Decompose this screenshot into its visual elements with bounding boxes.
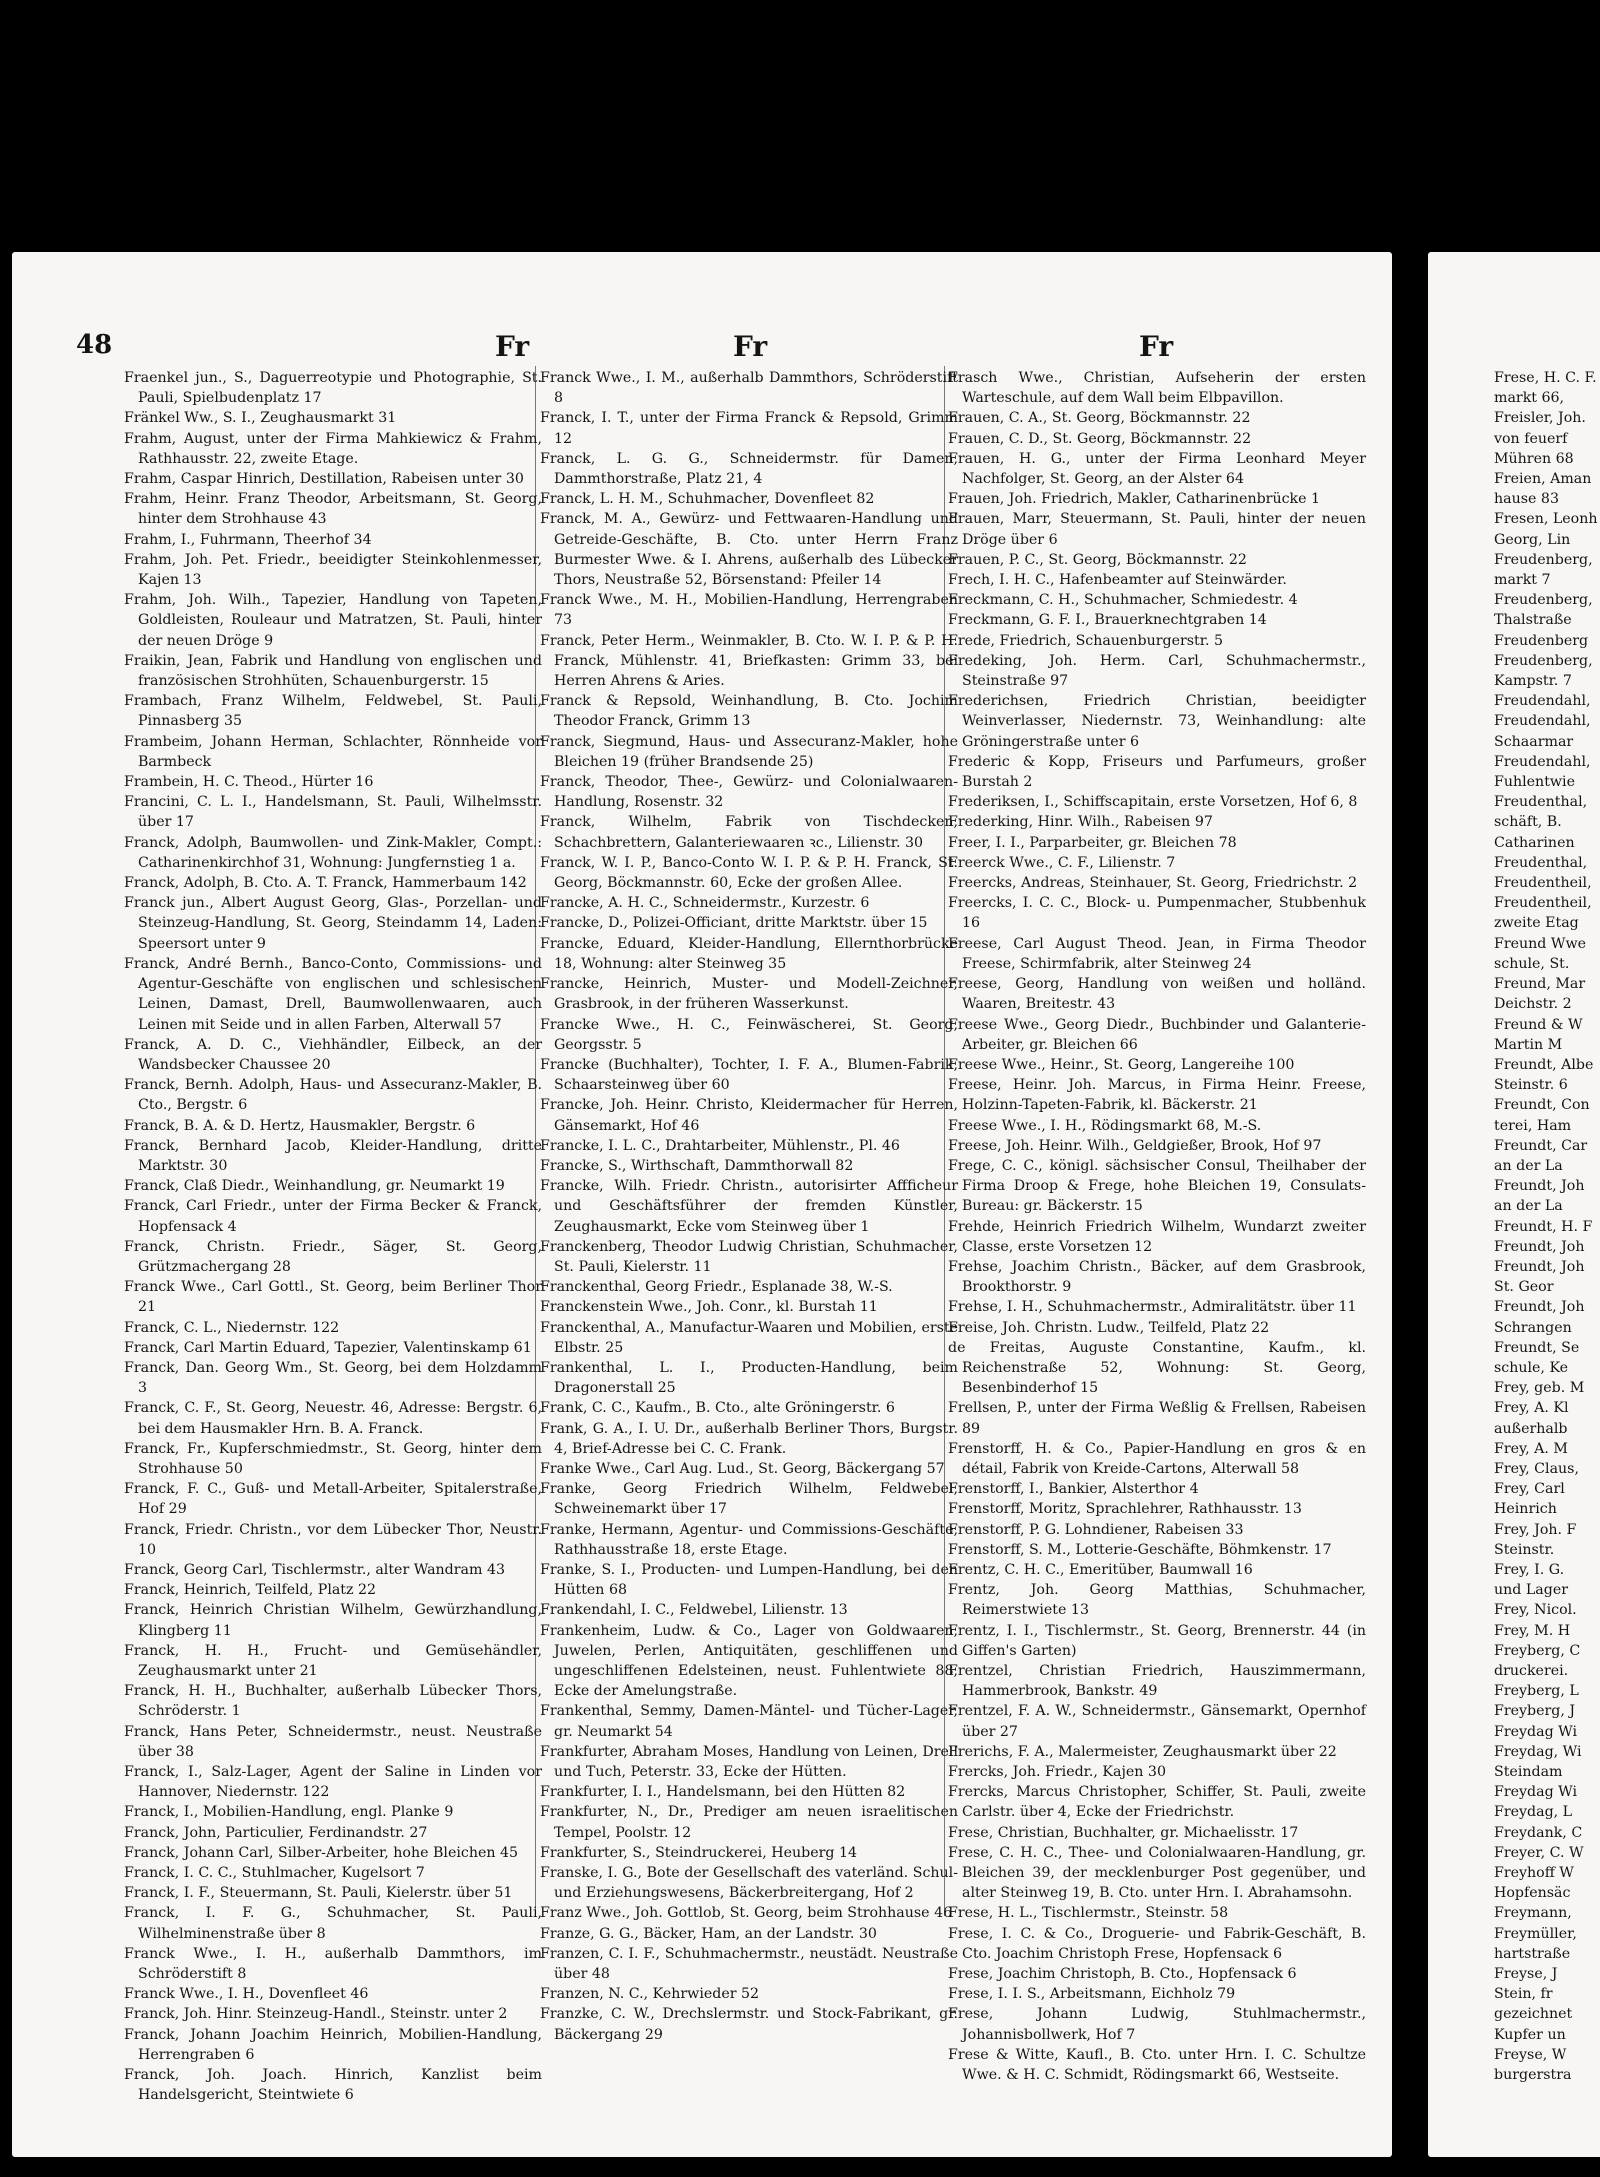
column-header-3: Fr — [1139, 330, 1174, 363]
directory-entry: Fuhlentwie — [1494, 774, 1575, 791]
page-gutter — [1392, 252, 1428, 2157]
directory-entry: Frederichsen, Friedrich Christian, beeidigter Weinverlasser, Niedernstr. 73, Weinhandlung: alte Gröningerstraße unter 6 — [948, 693, 1366, 750]
directory-entry: Thalstraße — [1494, 612, 1572, 629]
directory-entry: terei, Ham — [1494, 1117, 1572, 1134]
directory-entry: Fresen, Leonh — [1494, 511, 1598, 528]
directory-entry: Frey, Claus, — [1494, 1460, 1579, 1477]
directory-entry: Freise, Joh. Christn. Ludw., Teilfeld, Platz 22 — [948, 1319, 1270, 1336]
directory-entry: Franke Wwe., Carl Aug. Lud., St. Georg, Bäckergang 57 — [540, 1460, 945, 1477]
directory-column-3 — [948, 368, 1366, 2085]
directory-entry: Freckmann, C. H., Schuhmacher, Schmiedestr. 4 — [948, 592, 1298, 609]
directory-entry: schule, Ke — [1494, 1359, 1569, 1376]
directory-entry: Freundt, Joh — [1494, 1178, 1585, 1195]
directory-entry: Franck, C. L., Niedernstr. 122 — [124, 1319, 340, 1336]
directory-entry: Freund, Mar — [1494, 976, 1586, 993]
directory-entry: Francke, Heinrich, Muster- und Modell-Zeichner, Grasbrook, in der früheren Wasserkunst. — [540, 976, 958, 1013]
directory-entry: Franck, Heinrich Christian Wilhelm, Gewürzhandlung, Klingberg 11 — [124, 1602, 542, 1639]
directory-entry: Franz Wwe., Joh. Gottlob, St. Georg, beim Strohhause 46 — [540, 1905, 953, 1922]
directory-entry: Franck, Bernh. Adolph, Haus- und Assecuranz-Makler, B. Cto., Bergstr. 6 — [124, 1077, 542, 1114]
directory-entry: Freydag, Wi — [1494, 1743, 1582, 1760]
directory-entry: Frede, Friedrich, Schauenburgerstr. 5 — [948, 632, 1224, 649]
directory-entry: Freudenberg, — [1494, 592, 1593, 609]
directory-entry: Freyhoff W — [1494, 1865, 1574, 1882]
directory-entry: Freydag Wi — [1494, 1723, 1578, 1740]
directory-entry: Frankenthal, Semmy, Damen-Mäntel- und Tücher-Lager, gr. Neumarkt 54 — [540, 1703, 958, 1740]
directory-entry: Fränkel Ww., S. I., Zeughausmarkt 31 — [124, 410, 397, 427]
directory-entry: Frellsen, P., unter der Firma Weßlig & Frellsen, Rabeisen 89 — [948, 1400, 1366, 1437]
directory-entry: Frankfurter, N., Dr., Prediger am neuen israelitischen Tempel, Poolstr. 12 — [540, 1804, 958, 1841]
directory-entry: Franck, H. H., Buchhalter, außerhalb Lübecker Thors, Schröderstr. 1 — [124, 1683, 542, 1720]
directory-entry: Martin M — [1494, 1036, 1563, 1053]
directory-entry: Franck & Repsold, Weinhandlung, B. Cto. Jochim Theodor Franck, Grimm 13 — [540, 693, 958, 730]
directory-entry: Freese Wwe., Georg Diedr., Buchbinder und Galanterie-Arbeiter, gr. Bleichen 66 — [948, 1016, 1366, 1053]
directory-entry: Georg, Lin — [1494, 531, 1571, 548]
directory-entry: Freese Wwe., Heinr., St. Georg, Langereihe 100 — [948, 1056, 1295, 1073]
directory-entry: Franck, L. G. G., Schneidermstr. für Damen, Dammthorstraße, Platz 21, 4 — [540, 450, 958, 488]
directory-entry: Freundt, Joh — [1494, 1299, 1585, 1316]
directory-entry: Freisler, Joh. — [1494, 410, 1586, 427]
directory-entry: Frese, Christian, Buchhalter, gr. Michaelisstr. 17 — [948, 1824, 1299, 1841]
directory-entry: Frenstorff, S. M., Lotterie-Geschäfte, Böhmkenstr. 17 — [948, 1541, 1332, 1558]
directory-entry: Freundt, Joh — [1494, 1258, 1585, 1275]
directory-entry: von feuerf — [1494, 430, 1568, 447]
directory-entry: außerhalb — [1494, 1420, 1568, 1437]
directory-entry: Freudenthal, — [1494, 854, 1588, 871]
directory-entry: Franck, Peter Herm., Weinmakler, B. Cto. W. I. P. & P. H. Franck, Mühlenstr. 41, Briefkasten: Grimm 33, bei Herren Ahrens & Aries. — [540, 632, 958, 690]
directory-entry: Frey, geb. M — [1494, 1380, 1585, 1397]
directory-entry: Frankfurter, I. I., Handelsmann, bei den Hütten 82 — [540, 1784, 906, 1801]
directory-entry: Freudenberg, — [1494, 652, 1593, 669]
directory-entry: Freien, Aman — [1494, 471, 1592, 488]
directory-entry: Fredeking, Joh. Herm. Carl, Schuhmachermstr., Steinstraße 97 — [948, 652, 1366, 690]
directory-entry: schäft, B. — [1494, 814, 1562, 831]
directory-entry: Frege, C. C., königl. sächsischer Consul, Theilhaber der Firma Droop & Frege, hohe Bleichen 19, Consulats-Bureau: gr. Bäckerstr. 15 — [948, 1157, 1366, 1215]
directory-entry: Frey, Joh. F — [1494, 1521, 1577, 1538]
directory-entry: Frenstorff, H. & Co., Papier-Handlung en gros & en détail, Fabrik von Kreide-Cartons, Alterwall 58 — [948, 1440, 1366, 1477]
directory-entry: Frentz, I. I., Tischlermstr., St. Georg, Brennerstr. 44 (in Giffen's Garten) — [948, 1622, 1366, 1659]
directory-entry: Franckenstein Wwe., Joh. Conr., kl. Burstah 11 — [540, 1299, 878, 1316]
directory-entry: Francke, A. H. C., Schneidermstr., Kurzestr. 6 — [540, 895, 870, 912]
directory-entry: Frese, Johann Ludwig, Stuhlmachermstr., Johannisbollwerk, Hof 7 — [948, 2006, 1366, 2043]
directory-entry: Frehse, Joachim Christn., Bäcker, auf dem Grasbrook, Brookthorstr. 9 — [948, 1258, 1366, 1296]
directory-entry: Franck, Johann Carl, Silber-Arbeiter, hohe Bleichen 45 — [124, 1844, 519, 1861]
directory-entry: Frese, I. C. & Co., Droguerie- und Fabrik-Geschäft, B. Cto. Joachim Christoph Frese, Hopfensack 6 — [948, 1925, 1366, 1962]
directory-entry: Franck, Joh. Hinr. Steinzeug-Handl., Steinstr. unter 2 — [124, 2006, 508, 2023]
directory-entry: Francke, Wilh. Friedr. Christn., autorisirter Affficheur und Geschäftsführer der fremden Künstler, Zeughausmarkt, Ecke vom Steinweg über 1 — [540, 1178, 958, 1235]
directory-entry: Freyse, W — [1494, 2046, 1567, 2063]
directory-entry: Steindam — [1494, 1764, 1563, 1781]
directory-entry: Freudendahl, — [1494, 753, 1591, 770]
directory-entry: Franck, H. H., Frucht- und Gemüsehändler, Zeughausmarkt unter 21 — [124, 1642, 542, 1679]
directory-entry: Deichstr. 2 — [1494, 996, 1572, 1013]
directory-entry: Freercks, Andreas, Steinhauer, St. Georg, Friedrichstr. 2 — [948, 875, 1358, 892]
directory-entry: druckerei. — [1494, 1663, 1569, 1679]
directory-entry: Stein, fr — [1494, 1986, 1553, 2003]
directory-entry: Franck, I., Salz-Lager, Agent der Saline in Linden vor Hannover, Niedernstr. 122 — [124, 1764, 542, 1801]
directory-entry: Franck, Friedr. Christn., vor dem Lübecker Thor, Neustr. 10 — [124, 1521, 542, 1558]
directory-entry: und Lager — [1494, 1582, 1569, 1599]
directory-entry: Frauen, C. A., St. Georg, Böckmannstr. 22 — [948, 410, 1251, 427]
directory-column-4-partial — [1494, 368, 1600, 2085]
directory-entry: Freydank, C — [1494, 1824, 1583, 1841]
directory-entry: Heinrich — [1494, 1501, 1557, 1518]
directory-entry: Francke, D., Polizei-Officiant, dritte Marktstr. über 15 — [540, 915, 928, 932]
directory-entry: Franck, Fr., Kupferschmiedmstr., St. Georg, hinter dem Strohhause 50 — [124, 1440, 542, 1477]
directory-entry: Freymüller, — [1494, 1925, 1577, 1942]
directory-entry: Franckenthal, A., Manufactur-Waaren und Mobilien, erste Elbstr. 25 — [540, 1319, 958, 1356]
directory-entry: Catharinen — [1494, 834, 1575, 851]
directory-entry: Freydag, L — [1494, 1804, 1573, 1821]
directory-entry: an der La — [1494, 1157, 1563, 1174]
directory-entry: Franck, Georg Carl, Tischlermstr., alter Wandram 43 — [124, 1561, 506, 1578]
directory-entry: Frauen, P. C., St. Georg, Böckmannstr. 22 — [948, 551, 1247, 568]
directory-entry: Franck, Carl Friedr., unter der Firma Becker & Franck, Hopfensack 4 — [124, 1198, 542, 1235]
directory-entry: Frerichs, F. A., Malermeister, Zeughausmarkt über 22 — [948, 1743, 1337, 1760]
directory-entry: Franke, S. I., Producten- und Lumpen-Handlung, bei den Hütten 68 — [540, 1561, 958, 1599]
directory-entry: Franck, F. C., Guß- und Metall-Arbeiter, Spitalerstraße, Hof 29 — [124, 1481, 542, 1518]
directory-entry: Frese, C. H. C., Thee- und Colonialwaaren-Handlung, gr. Bleichen 39, der mecklenburger Post gegenüber, und alter Steinweg 19, B. Cto. unter Hrn. I. Abrahamsohn. — [948, 1844, 1366, 1902]
directory-entry: Franck Wwe., Carl Gottl., St. Georg, beim Berliner Thor 21 — [124, 1279, 542, 1316]
directory-entry: de Freitas, Auguste Constantine, Kaufm., kl. Reichenstraße 52, Wohnung: St. Georg, Besenbinderhof 15 — [948, 1339, 1366, 1397]
directory-entry: Freyberg, C — [1494, 1642, 1581, 1659]
directory-entry: Frahm, Heinr. Franz Theodor, Arbeitsmann, St. Georg, hinter dem Strohhause 43 — [124, 491, 542, 528]
directory-entry: Franske, I. G., Bote der Gesellschaft des vaterländ. Schul- und Erziehungswesens, Bäckerbreitergang, Hof 2 — [540, 1865, 958, 1902]
directory-entry: Freundt, Car — [1494, 1137, 1588, 1154]
directory-entry: Francke (Buchhalter), Tochter, I. F. A., Blumen-Fabrik, Schaarsteinweg über 60 — [540, 1056, 958, 1094]
directory-entry: Frentzel, Christian Friedrich, Hauszimmermann, Hammerbrook, Bankstr. 49 — [948, 1663, 1366, 1700]
directory-entry: Francke, S., Wirthschaft, Dammthorwall 82 — [540, 1157, 854, 1174]
directory-entry: Franck, I. T., unter der Firma Franck & Repsold, Grimm 12 — [540, 410, 958, 447]
directory-entry: Freudentheil, — [1494, 895, 1592, 912]
directory-entry: Franck, Johann Joachim Heinrich, Mobilien-Handlung, Herrengraben 6 — [124, 2026, 542, 2063]
directory-entry: Franck Wwe., I. M., außerhalb Dammthors, Schröderstift 8 — [540, 370, 958, 407]
directory-entry: Frey, Carl — [1494, 1481, 1565, 1498]
directory-entry: burgerstra — [1494, 2067, 1572, 2084]
directory-entry: Frankfurter, S., Steindruckerei, Heuberg 14 — [540, 1844, 858, 1861]
directory-entry: Franck, M. A., Gewürz- und Fettwaaren-Handlung und Getreide-Geschäfte, B. Cto. unter Herrn Franz Burmester Wwe. & I. Ahrens, außerhalb des Lübecker Thors, Neustraße 52, Börsenstand: Pfeiler 14 — [540, 511, 958, 589]
directory-entry: Frankenheim, Ludw. & Co., Lager von Goldwaaren, Juwelen, Perlen, Antiquitäten, geschliffenen und ungeschliffenen Edelsteinen, neust. Fuhlentwiete 88, Ecke der Amelungstraße. — [540, 1622, 958, 1700]
directory-entry: Frentz, C. H. C., Emeritüber, Baumwall 16 — [948, 1561, 1253, 1578]
directory-entry: Frehse, I. H., Schuhmachermstr., Admiralitätstr. über 11 — [948, 1299, 1357, 1316]
directory-entry: Francini, C. L. I., Handelsmann, St. Pauli, Wilhelmsstr. über 17 — [124, 794, 542, 831]
directory-entry: Frech, I. H. C., Hafenbeamter auf Steinwärder. — [948, 572, 1287, 589]
directory-entry: Franck, I., Mobilien-Handlung, engl. Planke 9 — [124, 1804, 454, 1821]
directory-entry: Steinstr. 6 — [1494, 1077, 1568, 1094]
directory-entry: Freercks, I. C. C., Block- u. Pumpenmacher, Stubbenhuk 16 — [948, 895, 1366, 932]
directory-entry: Kampstr. 7 — [1494, 673, 1572, 690]
directory-entry: Frambeim, Johann Herman, Schlachter, Rönnheide vor Barmbeck — [124, 733, 542, 770]
directory-entry: Frey, A. Kl — [1494, 1400, 1569, 1417]
directory-entry: Freydag Wi — [1494, 1784, 1578, 1801]
directory-entry: Frederiksen, I., Schiffscapitain, erste Vorsetzen, Hof 6, 8 — [948, 794, 1358, 811]
directory-entry: Freese, Heinr. Joh. Marcus, in Firma Heinr. Freese, Holzinn-Tapeten-Fabrik, kl. Bäckerstr. 21 — [948, 1077, 1366, 1114]
directory-entry: Franck, W. I. P., Banco-Conto W. I. P. & P. H. Franck, St. Georg, Böckmannstr. 60, Ecke der großen Allee. — [540, 854, 958, 892]
directory-entry: Frahm, I., Fuhrmann, Theerhof 34 — [124, 531, 372, 548]
directory-entry: Francke, Eduard, Kleider-Handlung, Ellernthorbrücke 18, Wohnung: alter Steinweg 35 — [540, 935, 958, 972]
directory-entry: Franck, I. F., Steuermann, St. Pauli, Kielerstr. über 51 — [124, 1885, 513, 1902]
directory-entry: Franck, Christn. Friedr., Säger, St. Georg, Grützmachergang 28 — [124, 1238, 542, 1275]
directory-entry: Frankfurter, Abraham Moses, Handlung von Leinen, Drell und Tuch, Peterstr. 33, Ecke der Hütten. — [540, 1743, 958, 1781]
directory-entry: Freckmann, G. F. I., Brauerknechtgraben 14 — [948, 612, 1267, 629]
directory-entry: Freyer, C. W — [1494, 1844, 1584, 1861]
directory-column-1 — [124, 368, 542, 2105]
directory-entry: Freundt, H. F — [1494, 1218, 1593, 1235]
directory-entry: Frahm, Caspar Hinrich, Destillation, Rabeisen unter 30 — [124, 471, 524, 488]
directory-entry: Freund & W — [1494, 1016, 1583, 1033]
directory-entry: Frey, A. M — [1494, 1440, 1568, 1457]
directory-entry: Frercks, Marcus Christopher, Schiffer, St. Pauli, zweite Carlstr. über 4, Ecke der Friedrichstr. — [948, 1784, 1366, 1821]
directory-entry: Freudenberg, — [1494, 551, 1593, 568]
directory-entry: Franke, Hermann, Agentur- und Commissions-Geschäfte, Rathhausstraße 18, erste Etage. — [540, 1521, 958, 1558]
directory-entry: markt 7 — [1494, 572, 1551, 589]
directory-entry: Steinstr. — [1494, 1541, 1555, 1558]
directory-entry: Franck, Claß Diedr., Weinhandlung, gr. Neumarkt 19 — [124, 1178, 505, 1195]
directory-column-2 — [540, 368, 958, 2045]
directory-entry: Franck, Bernhard Jacob, Kleider-Handlung, dritte Marktstr. 30 — [124, 1137, 542, 1174]
directory-entry: Franck, Adolph, B. Cto. A. T. Franck, Hammerbaum 142 — [124, 875, 527, 892]
directory-entry: Frauen, C. D., St. Georg, Böckmannstr. 22 — [948, 430, 1252, 447]
directory-entry: Franck, A. D. C., Viehhändler, Eilbeck, an der Wandsbecker Chaussee 20 — [124, 1036, 542, 1073]
directory-entry: Freundt, Albe — [1494, 1056, 1594, 1073]
directory-entry: Franck, I. C. C., Stuhlmacher, Kugelsort 7 — [124, 1865, 425, 1882]
directory-entry: Hopfensäc — [1494, 1885, 1571, 1902]
directory-entry: Freudenberg — [1494, 632, 1589, 649]
directory-entry: Freese, Georg, Handlung von weißen und holländ. Waaren, Breitestr. 43 — [948, 976, 1366, 1013]
directory-entry: Freymann, — [1494, 1905, 1572, 1922]
directory-entry: Freundt, Joh — [1494, 1238, 1585, 1255]
directory-entry: Frey, Nicol. — [1494, 1602, 1577, 1619]
directory-entry: Franck, Dan. Georg Wm., St. Georg, bei dem Holzdamm 3 — [124, 1359, 542, 1397]
directory-entry: Mühren 68 — [1494, 450, 1574, 467]
directory-entry: St. Geor — [1494, 1279, 1554, 1296]
directory-entry: Franck, Carl Martin Eduard, Tapezier, Valentinskamp 61 — [124, 1339, 532, 1356]
directory-entry: Frenstorff, Moritz, Sprachlehrer, Rathhausstr. 13 — [948, 1501, 1302, 1518]
directory-entry: Franck Wwe., M. H., Mobilien-Handlung, Herrengraben 73 — [540, 592, 958, 629]
directory-entry: Franck jun., Albert August Georg, Glas-, Porzellan- und Steinzeug-Handlung, St. Georg, Steindamm 14, Laden: Speersort unter 9 — [124, 895, 542, 952]
directory-entry: Franzen, N. C., Kehrwieder 52 — [540, 1986, 760, 2003]
directory-entry: Franck, Wilhelm, Fabrik von Tischdecken, Schachbrettern, Galanteriewaaren ꝛc., Lilienstr. 30 — [540, 814, 958, 851]
directory-entry: Freundt, Se — [1494, 1339, 1580, 1356]
directory-entry: Freerck Wwe., C. F., Lilienstr. 7 — [948, 854, 1176, 871]
directory-entry: Franck, Adolph, Baumwollen- und Zink-Makler, Compt.: Catharinenkirchhof 31, Wohnung: Jungfernstieg 1 a. — [124, 834, 542, 871]
directory-entry: Freundt, Con — [1494, 1097, 1590, 1114]
directory-entry: an der La — [1494, 1198, 1563, 1215]
directory-entry: Frese, H. C. F. — [1494, 370, 1597, 386]
directory-entry: Freyberg, L — [1494, 1683, 1579, 1700]
directory-entry: Kupfer un — [1494, 2026, 1566, 2043]
directory-entry: Freudenthal, — [1494, 794, 1588, 811]
column-header-1: Fr — [495, 330, 530, 363]
directory-entry: schule, St. — [1494, 955, 1570, 972]
directory-entry: Frankendahl, I. C., Feldwebel, Lilienstr. 13 — [540, 1602, 848, 1619]
directory-entry: zweite Etag — [1494, 915, 1579, 932]
directory-entry: Frehde, Heinrich Friedrich Wilhelm, Wundarzt zweiter Classe, erste Vorsetzen 12 — [948, 1218, 1366, 1255]
directory-entry: gezeichnet — [1494, 2006, 1573, 2023]
directory-entry: hause 83 — [1494, 491, 1559, 508]
directory-entry: Franck, Joh. Joach. Hinrich, Kanzlist beim Handelsgericht, Steintwiete 6 — [124, 2067, 542, 2104]
directory-entry: Franck, B. A. & D. Hertz, Hausmakler, Bergstr. 6 — [124, 1117, 476, 1134]
directory-entry: hartstraße — [1494, 1945, 1571, 1962]
directory-entry: Schrangen — [1494, 1319, 1572, 1336]
directory-entry: Freudendahl, — [1494, 713, 1591, 730]
directory-entry: Frauen, H. G., unter der Firma Leonhard Meyer Nachfolger, St. Georg, an der Alster 64 — [948, 450, 1366, 488]
directory-entry: Fraikin, Jean, Fabrik und Handlung von englischen und französischen Strohhüten, Schauenburgerstr. 15 — [124, 652, 542, 690]
directory-entry: Frentzel, F. A. W., Schneidermstr., Gänsemarkt, Opernhof über 27 — [948, 1703, 1366, 1740]
directory-entry: Frey, M. H — [1494, 1622, 1571, 1639]
directory-entry: Fraenkel jun., S., Daguerreotypie und Photographie, St. Pauli, Spielbudenplatz 17 — [124, 370, 542, 407]
directory-entry: Franke, Georg Friedrich Wilhelm, Feldwebel, Schweinemarkt über 17 — [540, 1481, 958, 1518]
directory-entry: Franck, C. F., St. Georg, Neuestr. 46, Adresse: Bergstr. 6, bei dem Hausmakler Hrn. B. A. Franck. — [124, 1400, 542, 1437]
directory-entry: Franck, John, Particulier, Ferdinandstr. 27 — [124, 1824, 428, 1841]
directory-entry: Freese Wwe., I. H., Rödingsmarkt 68, M.-S. — [948, 1117, 1262, 1134]
directory-entry: Franck Wwe., I. H., außerhalb Dammthors, im Schröderstift 8 — [124, 1945, 542, 1983]
directory-entry: Francke Wwe., H. C., Feinwäscherei, St. Georg, Georgsstr. 5 — [540, 1016, 958, 1053]
directory-entry: Frambein, H. C. Theod., Hürter 16 — [124, 774, 374, 791]
directory-entry: Frese, Joachim Christoph, B. Cto., Hopfensack 6 — [948, 1966, 1297, 1983]
directory-entry: Frauen, Joh. Friedrich, Makler, Catharinenbrücke 1 — [948, 491, 1321, 508]
directory-entry: Schaarmar — [1494, 733, 1574, 750]
directory-entry: Franck, Hans Peter, Schneidermstr., neust. Neustraße über 38 — [124, 1723, 542, 1760]
directory-entry: Frese, I. I. S., Arbeitsmann, Eichholz 79 — [948, 1986, 1236, 2003]
directory-entry: Franck, I. F. G., Schuhmacher, St. Pauli, Wilhelminenstraße über 8 — [124, 1905, 542, 1942]
directory-entry: Freudentheil, — [1494, 875, 1592, 892]
directory-entry: Frenstorff, P. G. Lohndiener, Rabeisen 33 — [948, 1521, 1244, 1538]
directory-entry: Franck, L. H. M., Schuhmacher, Dovenfleet 82 — [540, 491, 875, 508]
directory-entry: Freer, I. I., Parparbeiter, gr. Bleichen 78 — [948, 834, 1237, 851]
directory-entry: Frauen, Marr, Steuermann, St. Pauli, hinter der neuen Dröge über 6 — [948, 511, 1366, 548]
directory-entry: Frederic & Kopp, Friseurs und Parfumeurs, großer Burstah 2 — [948, 753, 1366, 791]
directory-entry: Frentz, Joh. Georg Matthias, Schuhmacher, Reimerstwiete 13 — [948, 1582, 1366, 1619]
directory-entry: Frahm, Joh. Wilh., Tapezier, Handlung von Tapeten, Goldleisten, Rouleaur und Matratzen, St. Pauli, hinter der neuen Dröge 9 — [124, 592, 542, 649]
directory-entry: Freese, Carl August Theod. Jean, in Firma Theodor Freese, Schirmfabrik, alter Steinweg 24 — [948, 935, 1366, 972]
directory-entry: Franckenberg, Theodor Ludwig Christian, Schuhmacher, St. Pauli, Kielerstr. 11 — [540, 1238, 958, 1275]
directory-entry: Freudendahl, — [1494, 693, 1591, 710]
directory-entry: Frercks, Joh. Friedr., Kajen 30 — [948, 1764, 1166, 1781]
directory-entry: Frasch Wwe., Christian, Aufseherin der ersten Warteschule, auf dem Wall beim Elbpavillon. — [948, 370, 1366, 407]
directory-entry: Franzke, C. W., Drechslermstr. und Stock-Fabrikant, gr. Bäckergang 29 — [540, 2006, 958, 2043]
directory-entry: Frankenthal, L. I., Producten-Handlung, beim Dragonerstall 25 — [540, 1359, 958, 1397]
directory-entry: Frank, C. C., Kaufm., B. Cto., alte Gröningerstr. 6 — [540, 1400, 895, 1417]
directory-entry: Franze, G. G., Bäcker, Ham, an der Landstr. 30 — [540, 1925, 877, 1942]
directory-entry: Franck, André Bernh., Banco-Conto, Commissions- und Agentur-Geschäfte von englischen und schlesischen Leinen, Damast, Drell, Baumwollenwaaren, auch Leinen mit Seide und in allen Farben, Alterwall 57 — [124, 955, 542, 1033]
directory-entry: Frese & Witte, Kaufl., B. Cto. unter Hrn. I. C. Schultze Wwe. & H. C. Schmidt, Rödingsmarkt 66, Westseite. — [948, 2046, 1366, 2084]
directory-entry: Franck, Siegmund, Haus- und Assecuranz-Makler, hohe Bleichen 19 (früher Brandsende 25) — [540, 733, 958, 770]
directory-entry: Frederking, Hinr. Wilh., Rabeisen 97 — [948, 814, 1213, 831]
directory-entry: Franckenthal, Georg Friedr., Esplanade 38, W.-S. — [540, 1279, 893, 1296]
directory-entry: Frambach, Franz Wilhelm, Feldwebel, St. Pauli, Pinnasberg 35 — [124, 693, 542, 730]
directory-entry: Franzen, C. I. F., Schuhmachermstr., neustädt. Neustraße über 48 — [540, 1945, 958, 1983]
directory-entry: Frenstorff, I., Bankier, Alsterthor 4 — [948, 1481, 1199, 1498]
directory-entry: markt 66, — [1494, 390, 1565, 407]
directory-entry: Frahm, Joh. Pet. Friedr., beeidigter Steinkohlenmesser, Kajen 13 — [124, 551, 542, 589]
directory-entry: Frank, G. A., I. U. Dr., außerhalb Berliner Thors, Burgstr. 4, Brief-Adresse bei C. C. Frank. — [540, 1420, 958, 1457]
directory-entry: Frey, I. G. — [1494, 1561, 1565, 1578]
directory-entry: Franck, Theodor, Thee-, Gewürz- und Colonialwaaren-Handlung, Rosenstr. 32 — [540, 774, 958, 811]
directory-entry: Franck Wwe., I. H., Dovenfleet 46 — [124, 1986, 369, 2003]
directory-entry: Frese, H. L., Tischlermstr., Steinstr. 58 — [948, 1905, 1229, 1922]
directory-entry: Freyse, J — [1494, 1966, 1558, 1983]
directory-entry: Franck, Heinrich, Teilfeld, Platz 22 — [124, 1582, 377, 1599]
directory-entry: Freund Wwe — [1494, 935, 1587, 952]
directory-entry: Francke, I. L. C., Drahtarbeiter, Mühlenstr., Pl. 46 — [540, 1137, 900, 1154]
directory-entry: Frahm, August, unter der Firma Mahkiewicz & Frahm, Rathhausstr. 22, zweite Etage. — [124, 430, 542, 467]
directory-entry: Freyberg, J — [1494, 1703, 1576, 1720]
directory-entry: Freese, Joh. Heinr. Wilh., Geldgießer, Brook, Hof 97 — [948, 1137, 1322, 1154]
page-number: 48 — [76, 330, 113, 360]
column-header-2: Fr — [733, 330, 768, 363]
directory-entry: Francke, Joh. Heinr. Christo, Kleidermacher für Herren, Gänsemarkt, Hof 46 — [540, 1097, 958, 1134]
